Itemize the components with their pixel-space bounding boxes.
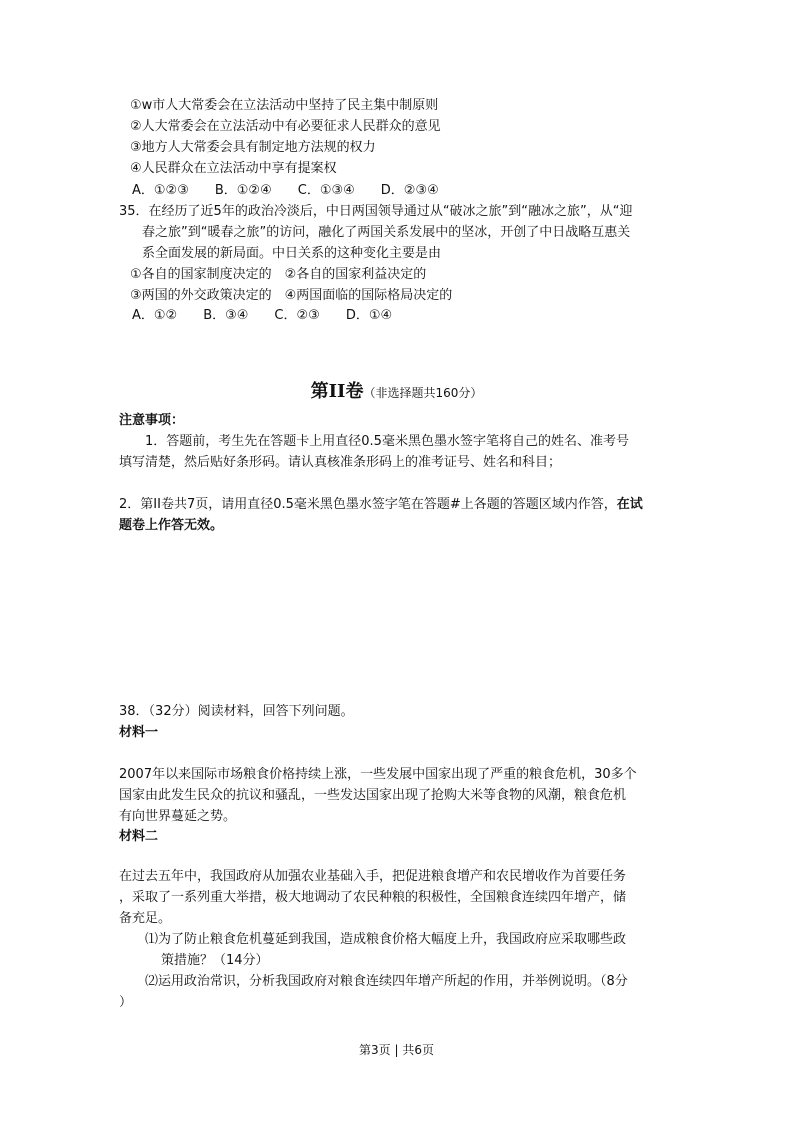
q34-option-1: ①w市人大常委会在立法活动中坚持了民主集中制原则 bbox=[130, 98, 439, 113]
q34-answer-choices: A．①②③ B．①②④ C．①③④ D．②③④ bbox=[132, 183, 439, 198]
q34-option-4: ④人民群众在立法活动中享有提案权 bbox=[130, 161, 337, 176]
sub-question-1-line-1: ⑴为了防止粮食危机蔓延到我国，造成粮食价格大幅度上升，我国政府应采取哪些政 bbox=[145, 932, 627, 947]
q35-option-row-1: ①各自的国家制度决定的 ②各自的国家利益决定的 bbox=[130, 267, 427, 282]
q35-answer-choices: A．①② B．③④ C．②③ D．①④ bbox=[132, 308, 393, 323]
section-title bbox=[0, 377, 793, 403]
sub-question-2-line-2: ） bbox=[119, 995, 133, 1010]
notice-label: 注意事项： bbox=[119, 413, 185, 428]
material-2-label: 材料二 bbox=[119, 829, 159, 844]
sub-question-1-line-2: 策措施？（14分） bbox=[161, 953, 269, 968]
material-2-line-3: 备充足。 bbox=[119, 911, 172, 926]
notice-item-1-line-1: 1．答题前，考生先在答题卡上用直径0.5毫米黑色墨水签字笔将自己的姓名、准考号 bbox=[145, 434, 629, 449]
material-2-line-1: 在过去五年中，我国政府从加强农业基础入手，把促进粮食增产和农民增收作为首要任务 bbox=[119, 869, 627, 884]
material-1-line-2: 国家由此发生民众的抗议和骚乱，一些发达国家出现了抢购大米等食物的风潮，粮食危机 bbox=[119, 788, 627, 803]
q35-stem-line-2: 春之旅”到“暖春之旅”的访问，融化了两国关系发展中的坚冰，开创了中日战略互惠关 bbox=[142, 225, 631, 240]
sub-question-2-line-1: ⑵运用政治常识，分析我国政府对粮食连续四年增产所起的作用，并举例说明。（8分 bbox=[145, 974, 628, 989]
notice-item-1-line-2: 填写清楚，然后贴好条形码。请认真核准条形码上的准考证号、姓名和科目； bbox=[119, 455, 562, 470]
q34-option-3: ③地方人大常委会具有制定地方法规的权力 bbox=[130, 140, 376, 155]
notice-item-2-line-1 bbox=[119, 494, 643, 515]
notice-item-2-text: 2．第II卷共7页，请用直径0.5毫米黑色墨水签字笔在答题#上各题的答题区域内作答， bbox=[119, 497, 617, 512]
material-1-line-3: 有向世界蔓延之势。 bbox=[119, 809, 237, 824]
notice-item-2-bold-start: 在试 bbox=[616, 497, 643, 512]
notice-item-2-line-2: 题卷上作答无效。 bbox=[119, 518, 224, 533]
q38-intro: 38．（32分）阅读材料，回答下列问题。 bbox=[119, 704, 354, 719]
q34-option-2: ②人大常委会在立法活动中有必要征求人民群众的意见 bbox=[130, 119, 441, 134]
section-title-main: 第II卷 bbox=[310, 381, 364, 402]
q35-option-row-2: ③两国的外交政策决定的 ④两国面临的国际格局决定的 bbox=[130, 288, 453, 303]
page-footer: 第3页 | 共6页 bbox=[359, 1043, 434, 1057]
q35-stem-line-1: 35．在经历了近5年的政治冷淡后，中日两国领导通过从“破冰之旅”到“融冰之旅”，从“迎 bbox=[119, 204, 633, 219]
material-1-line-1: 2007年以来国际市场粮食价格持续上涨，一些发展中国家出现了严重的粮食危机，30多个 bbox=[119, 767, 637, 782]
material-2-line-2: ，采取了一系列重大举措，极大地调动了农民种粮的积极性，全国粮食连续四年增产，储 bbox=[119, 890, 627, 905]
q35-stem-line-3: 系全面发展的新局面。中日关系的这种变化主要是由 bbox=[142, 246, 442, 261]
section-title-subtitle: （非选择题共160分） bbox=[363, 386, 483, 400]
material-1-label: 材料一 bbox=[119, 725, 159, 740]
